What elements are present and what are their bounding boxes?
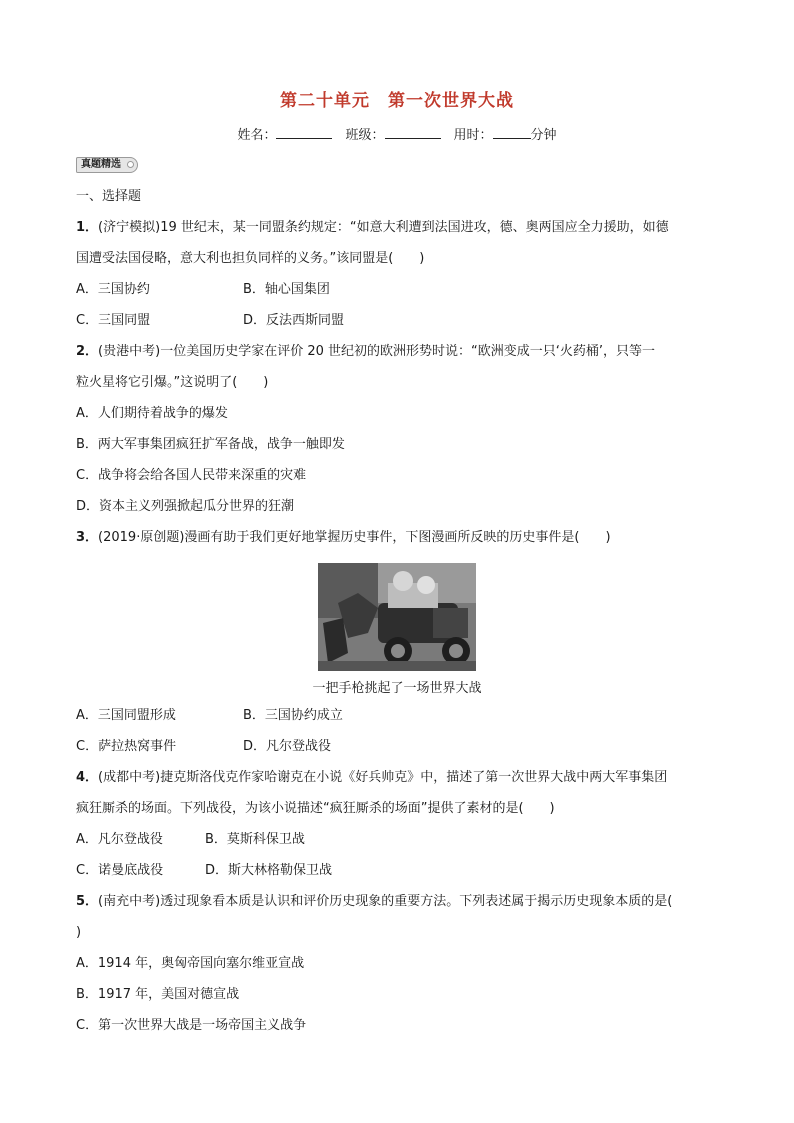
option-c: C．萨拉热窝事件 bbox=[76, 739, 177, 754]
question-4-line-1 bbox=[76, 770, 667, 786]
option-d: D．资本主义列强掀起瓜分世界的狂潮 bbox=[76, 499, 295, 514]
question-text: (成都中考)捷克斯洛伐克作家哈谢克在小说《好兵帅克》中，描述了第一次世界大战中两大军事集团 bbox=[98, 770, 668, 785]
option-a: A．1914 年，奥匈帝国向塞尔维亚宣战 bbox=[76, 956, 305, 971]
question-number: 4． bbox=[76, 770, 99, 785]
option-b: B．轴心国集团 bbox=[243, 282, 330, 297]
question-text: (2019·原创题)漫画有助于我们更好地掌握历史事件，下图漫画所反映的历史事件是( ) bbox=[98, 530, 611, 545]
question-text: (南充中考)透过现象看本质是认识和评价历史现象的重要方法。下列表述属于揭示历史现象本质的是( bbox=[98, 894, 673, 909]
option-b: B．1917 年，美国对德宣战 bbox=[76, 987, 240, 1002]
option-b: B．两大军事集团疯狂扩军备战，战争一触即发 bbox=[76, 437, 345, 452]
time-label: 用时： bbox=[453, 128, 493, 143]
option-b: B．莫斯科保卫战 bbox=[205, 832, 305, 847]
question-5-line-1 bbox=[76, 894, 672, 910]
tag-knob-icon bbox=[127, 161, 134, 168]
question-3-line-1 bbox=[76, 530, 611, 546]
question-number: 5． bbox=[76, 894, 99, 909]
time-unit: 分钟 bbox=[530, 128, 557, 143]
question-text: (济宁模拟)19 世纪末，某一同盟条约规定：“如意大利遭到法国进攻，德、奥两国应全力援助，如德 bbox=[98, 220, 669, 235]
option-c: C．诺曼底战役 bbox=[76, 863, 164, 878]
option-c: C．第一次世界大战是一场帝国主义战争 bbox=[76, 1018, 307, 1033]
time-blank bbox=[493, 126, 531, 139]
question-text: (贵港中考)一位美国历史学家在评价 20 世纪初的欧洲形势时说：“欧洲变成一只‘火药桶’，只等一 bbox=[98, 344, 655, 359]
question-1-line-2: 国遭受法国侵略，意大利也担负同样的义务。”该同盟是( ) bbox=[76, 251, 425, 266]
question-number: 1． bbox=[76, 220, 99, 235]
option-d: D．斯大林格勒保卫战 bbox=[205, 863, 333, 878]
option-d: D．凡尔登战役 bbox=[243, 739, 332, 754]
name-label: 姓名： bbox=[237, 128, 277, 143]
option-a: A．凡尔登战役 bbox=[76, 832, 163, 847]
question-2-line-1 bbox=[76, 344, 655, 360]
class-label: 班级： bbox=[345, 128, 385, 143]
name-blank bbox=[276, 126, 332, 139]
option-a: A．三国协约 bbox=[76, 282, 150, 297]
question-number: 2． bbox=[76, 344, 99, 359]
section-tag-label: 真题精选 bbox=[81, 159, 121, 170]
section-tag bbox=[76, 157, 138, 173]
cartoon-illustration bbox=[318, 563, 476, 671]
figure-caption: 一把手枪挑起了一场世界大战 bbox=[312, 681, 482, 696]
question-1-line-1 bbox=[76, 220, 669, 236]
option-c: C．战争将会给各国人民带来深重的灾难 bbox=[76, 468, 307, 483]
question-4-line-2: 疯狂厮杀的场面。下列战役，为该小说描述“疯狂厮杀的场面”提供了素材的是( ) bbox=[76, 801, 555, 816]
student-info-line bbox=[0, 124, 794, 143]
option-d: D．反法西斯同盟 bbox=[243, 313, 345, 328]
page-title: 第二十单元 第一次世界大战 bbox=[280, 91, 514, 111]
option-b: B．三国协约成立 bbox=[243, 708, 343, 723]
option-a: A．人们期待着战争的爆发 bbox=[76, 406, 228, 421]
question-5-line-2: ) bbox=[76, 925, 82, 940]
question-number: 3． bbox=[76, 530, 99, 545]
class-blank bbox=[385, 126, 441, 139]
question-2-line-2: 粒火星将它引爆。”这说明了( ) bbox=[76, 375, 269, 390]
option-a: A．三国同盟形成 bbox=[76, 708, 176, 723]
section-heading: 一、选择题 bbox=[76, 189, 142, 204]
option-c: C．三国同盟 bbox=[76, 313, 151, 328]
